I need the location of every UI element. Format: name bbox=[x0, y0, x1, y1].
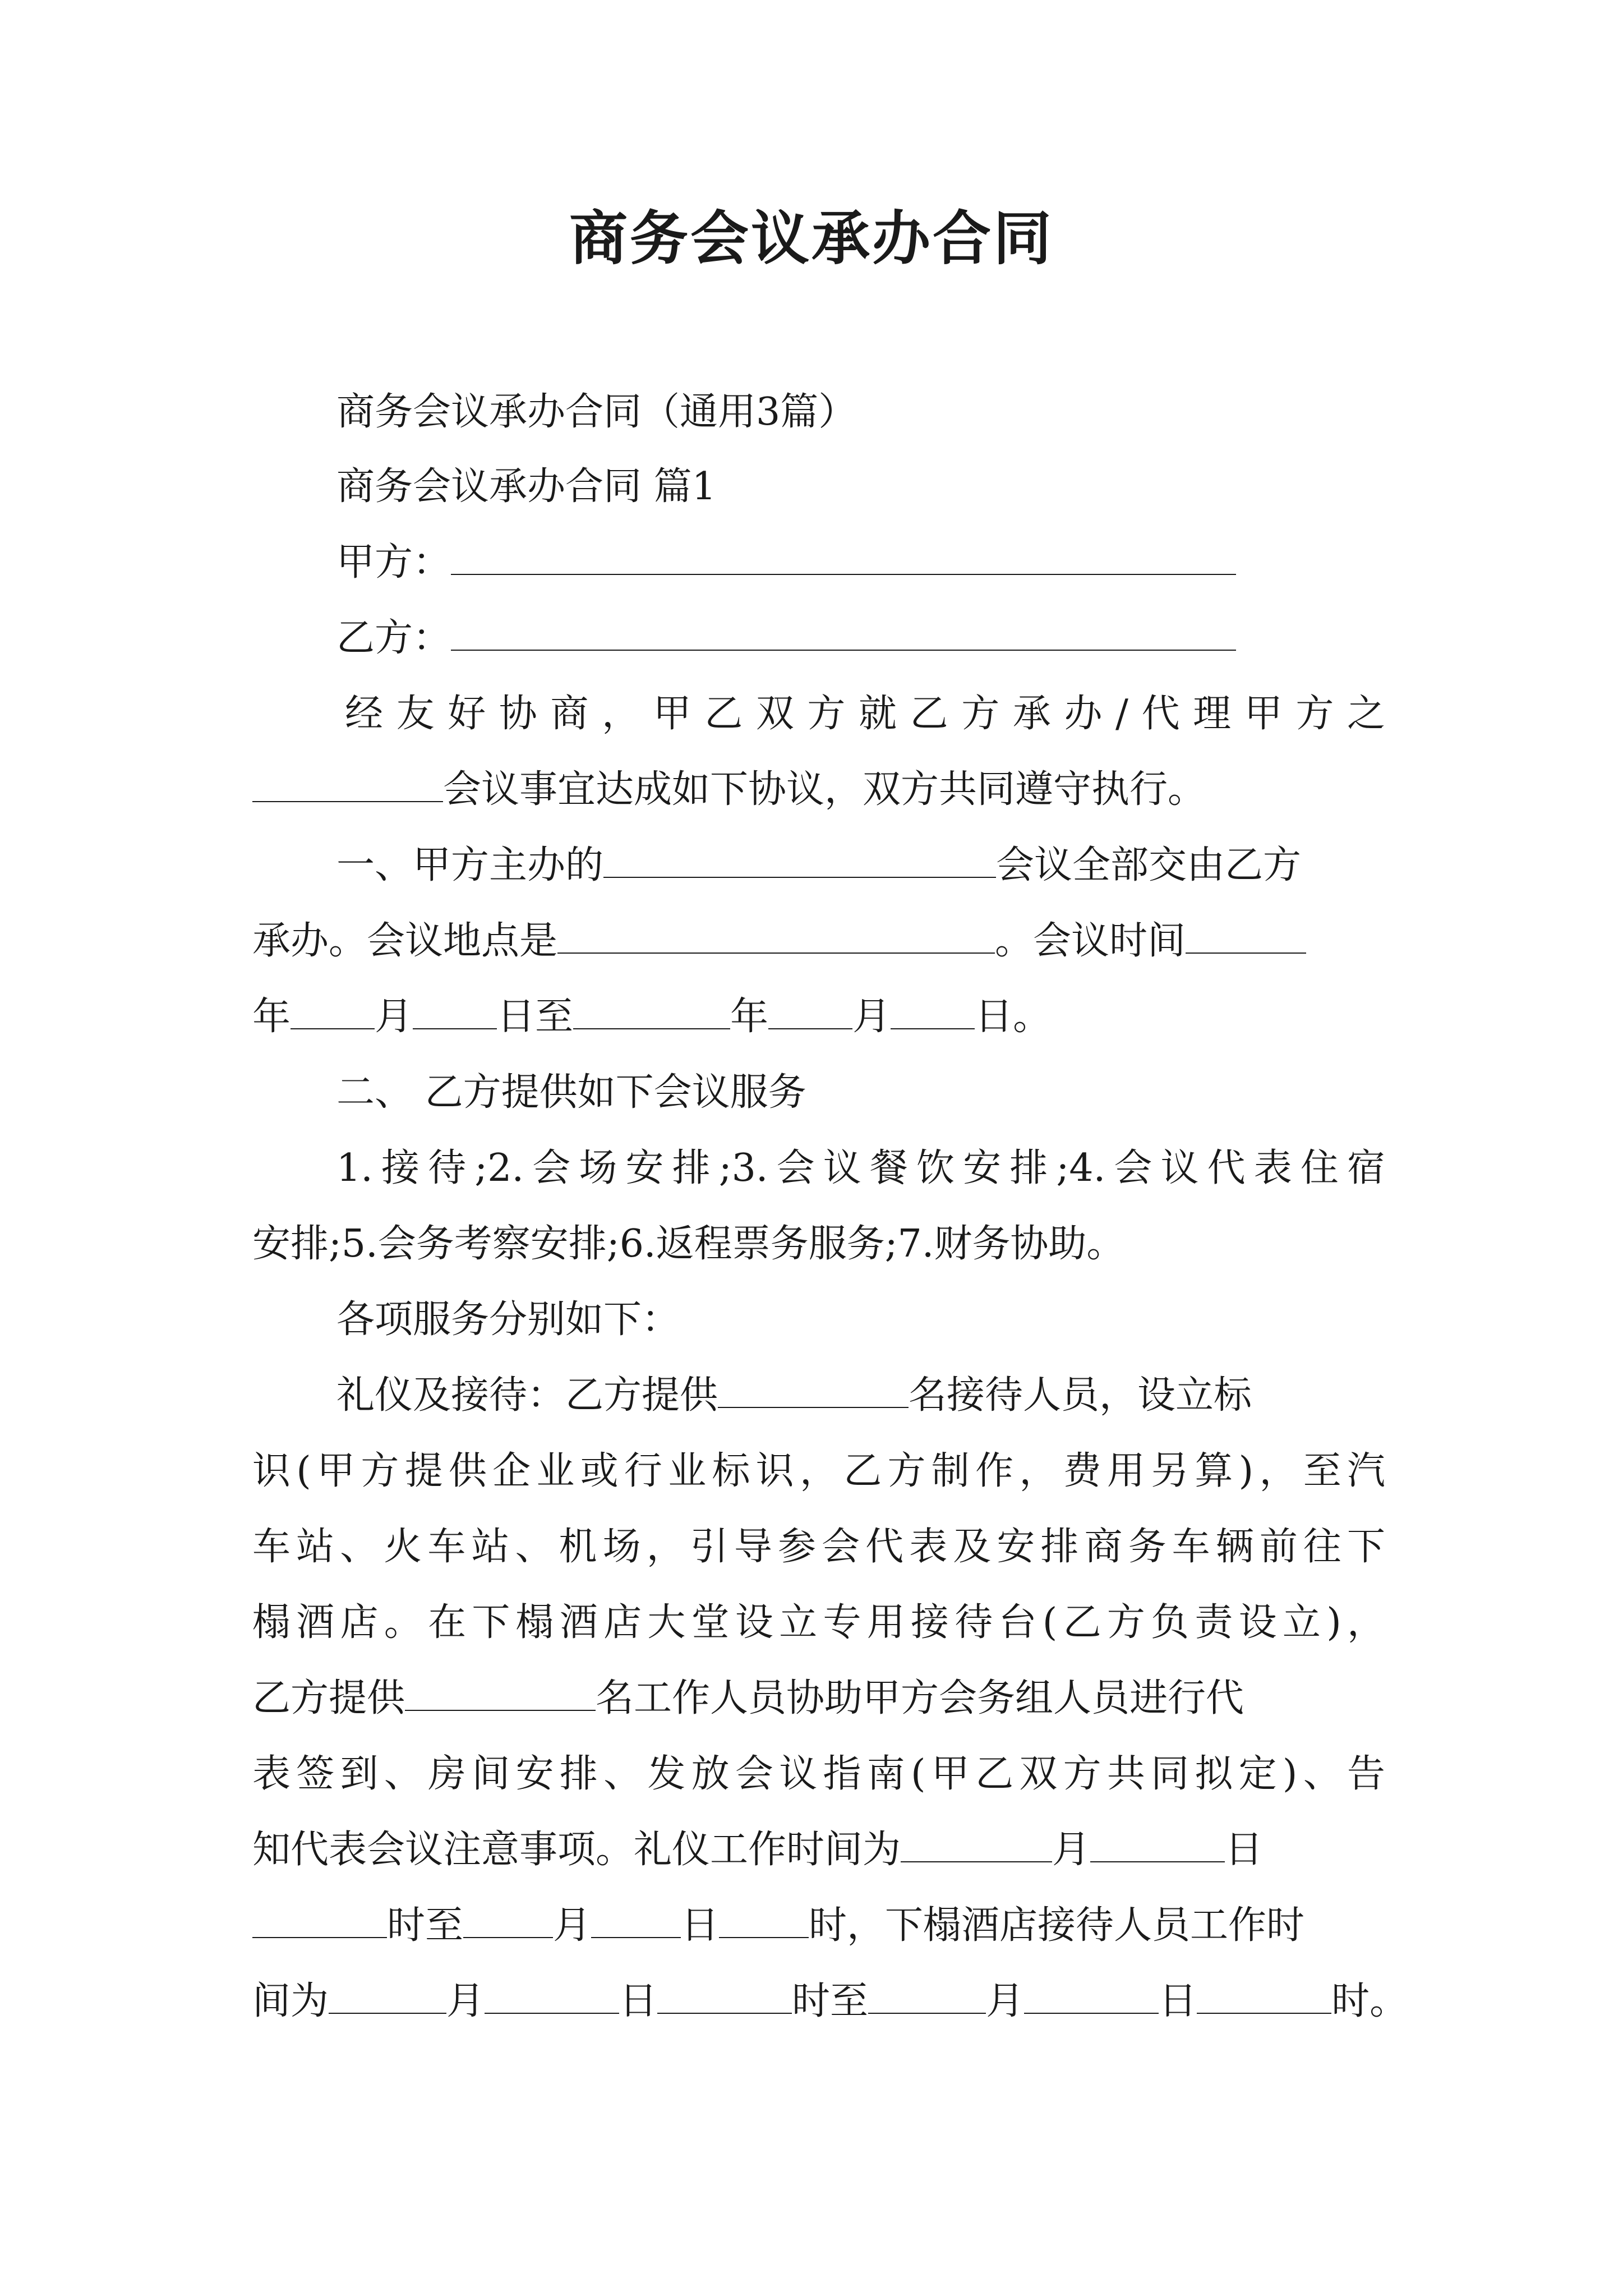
section-heading: 商务会议承办合同 篇1 bbox=[336, 464, 716, 509]
paragraph-line: 车站、火车站、机场，引导参会代表及安排商务车辆前往下 bbox=[252, 1525, 1385, 1569]
venue-blank bbox=[557, 918, 995, 954]
document-subtitle: 商务会议承办合同（通用3篇） bbox=[336, 390, 857, 434]
party-a-row bbox=[336, 537, 1385, 588]
month-blank bbox=[291, 993, 375, 1029]
paragraph-line: 表签到、房间安排、发放会议指南(甲乙双方共同拟定)、告 bbox=[252, 1752, 1385, 1796]
section-two-heading: 二、 乙方提供如下会议服务 bbox=[336, 1070, 806, 1115]
day-blank bbox=[1090, 1826, 1225, 1862]
month-blank bbox=[329, 1978, 446, 2014]
party-b-row bbox=[336, 613, 1385, 664]
paragraph-line: 礼仪及接待：乙方提供 名接待人员，设立标 bbox=[336, 1373, 1252, 1418]
staff-count-blank bbox=[405, 1675, 596, 1711]
paragraph-line: 知代表会议注意事项。礼仪工作时间为 月 日 bbox=[252, 1828, 1264, 1872]
reception-count-blank bbox=[718, 1372, 909, 1408]
party-b-blank bbox=[451, 615, 1236, 651]
date-line: 年 月 日至 年 月 日。 bbox=[252, 995, 1052, 1039]
paragraph-line: 榻酒店。在下榻酒店大堂设立专用接待台(乙方负责设立)， bbox=[252, 1600, 1385, 1645]
day-blank bbox=[485, 1978, 619, 2014]
meeting-name-blank bbox=[252, 766, 443, 802]
month-blank bbox=[768, 993, 852, 1029]
party-a-blank bbox=[451, 539, 1236, 575]
paragraph-line: 时至 月 日 时，下榻酒店接待人员工作时 bbox=[252, 1901, 1385, 1951]
paragraph-line: 1.接待;2.会场安排;3.会议餐饮安排;4.会议代表住宿 bbox=[336, 1146, 1385, 1190]
hour-blank bbox=[657, 1978, 792, 2014]
paragraph-line: 识(甲方提供企业或行业标识，乙方制作，费用另算)，至汽 bbox=[252, 1449, 1385, 1493]
paragraph-line: 乙方提供 名工作人员协助甲方会务组人员进行代 bbox=[252, 1676, 1244, 1720]
paragraph-line: 一、甲方主办的 会议全部交由乙方 bbox=[336, 843, 1302, 887]
month-blank bbox=[868, 1978, 986, 2014]
month-blank bbox=[901, 1826, 1052, 1862]
paragraph-line: 承办。会议地点是 。会议时间 bbox=[252, 916, 1385, 967]
paragraph-line: 间为 月 日 时至 月 日 时。 bbox=[252, 1979, 1408, 2023]
paragraph-line: 经友好协商，甲乙双方就乙方承办/代理甲方之 bbox=[345, 692, 1385, 736]
day-blank bbox=[891, 993, 975, 1029]
host-meeting-blank bbox=[603, 842, 996, 878]
year-blank bbox=[573, 993, 730, 1029]
day-blank bbox=[591, 1902, 681, 1938]
party-a-label: 甲方： bbox=[336, 540, 451, 585]
hour-blank bbox=[719, 1902, 809, 1938]
paragraph-line: 各项服务分别如下： bbox=[336, 1297, 680, 1342]
day-blank bbox=[1024, 1978, 1159, 2014]
paragraph-line: 会议事宜达成如下协议，双方共同遵守执行。 bbox=[252, 765, 1385, 815]
party-b-label: 乙方： bbox=[336, 616, 451, 660]
hour-blank bbox=[252, 1902, 387, 1938]
month-blank bbox=[463, 1902, 553, 1938]
document-title: 商务会议承办合同 bbox=[569, 204, 1054, 273]
day-blank bbox=[413, 993, 497, 1029]
hour-blank bbox=[1197, 1978, 1331, 2014]
paragraph-line: 安排;5.会务考察安排;6.返程票务服务;7.财务协助。 bbox=[252, 1222, 1125, 1266]
year-blank bbox=[1186, 918, 1306, 954]
